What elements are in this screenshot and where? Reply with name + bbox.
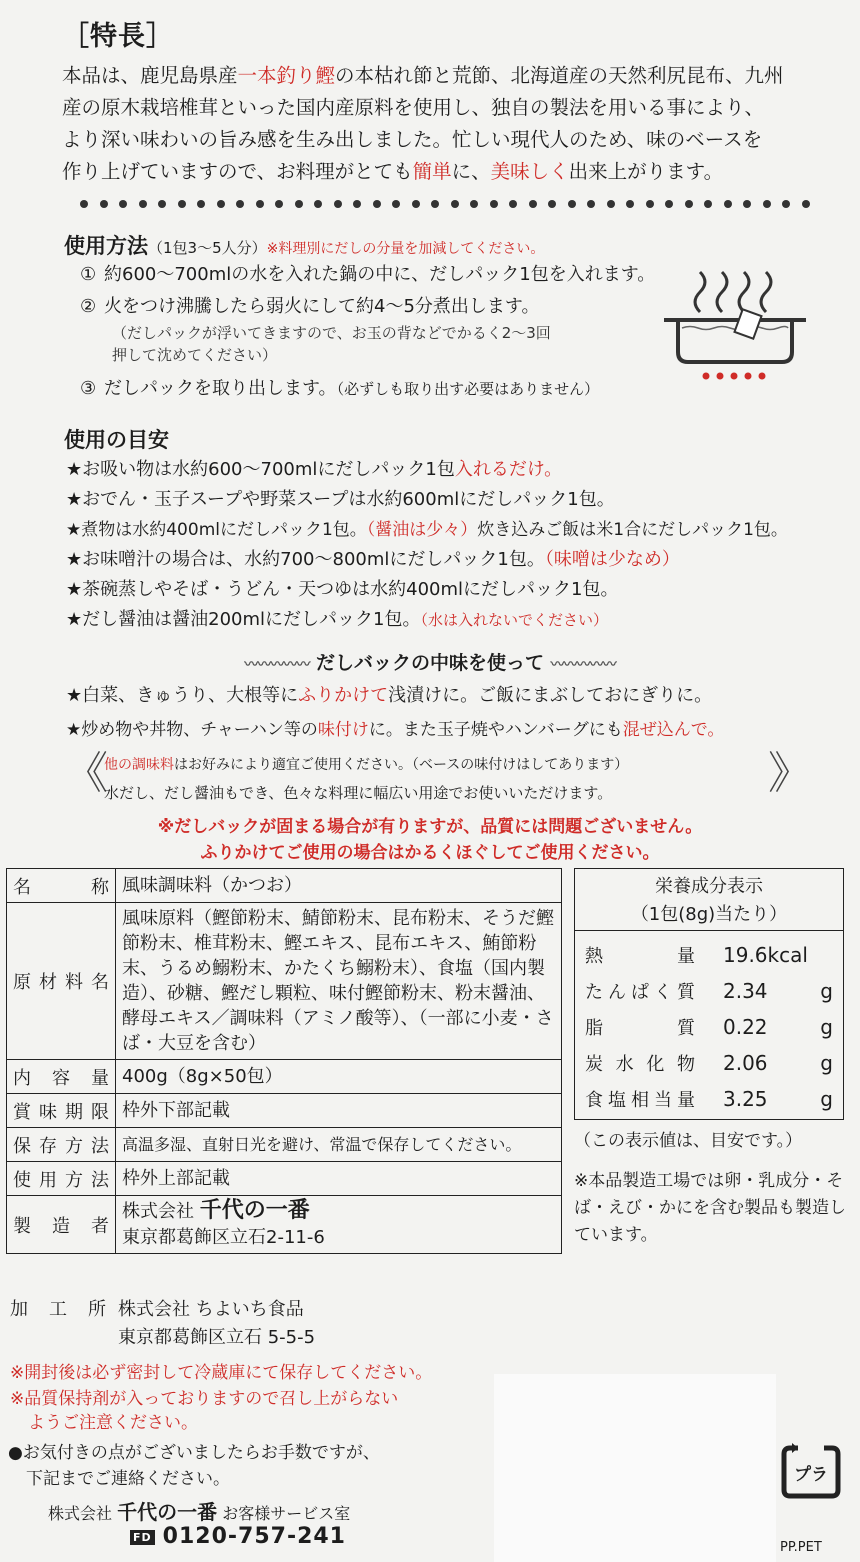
table-row	[7, 1196, 562, 1254]
spec-label: 製造者	[7, 1196, 116, 1254]
wave-ornament: 〰〰〰〰〰	[550, 657, 616, 673]
spec-label: 加工所	[10, 1299, 106, 1320]
features-text: 本品は、鹿児島県産	[62, 64, 238, 87]
features-highlight: 簡単	[412, 160, 452, 183]
spec-value: 株式会社 千代の一番 東京都葛飾区立石2-11-6	[116, 1196, 562, 1254]
table-row	[7, 903, 562, 1060]
contact-note: ●お気付きの点がございましたらお手数ですが、 下記までご連絡ください。	[8, 1443, 380, 1489]
nutrition-title: 栄養成分表示	[655, 876, 763, 897]
content-section-title: 〰〰〰〰〰 だしバックの中味を使って 〰〰〰〰〰	[244, 652, 616, 674]
nutrition-per: （1包(8g)当たり）	[630, 904, 788, 925]
spec-label: 賞味期限	[7, 1094, 116, 1128]
usage-section-title	[64, 230, 544, 260]
features-text: 産の原木栽培椎茸といった国内産原料を使用し、独自の製法を用いる事により、	[62, 96, 765, 119]
desiccant-warning: ようご注意ください。	[28, 1413, 198, 1433]
desiccant-warning: ※品質保持剤が入っておりますので召し上がらない	[10, 1389, 399, 1409]
features-body	[62, 60, 822, 188]
processor-info	[10, 1296, 315, 1352]
spec-label: 保存方法	[7, 1128, 116, 1162]
spec-label: 使用方法	[7, 1162, 116, 1196]
spec-value: 枠外下部記載	[116, 1094, 562, 1128]
phone-number: FD 0120-757-241	[130, 1524, 346, 1549]
nutrition-table	[574, 868, 844, 1120]
nutrition-row: 熱量 19.6kcal	[585, 943, 808, 967]
dotted-divider	[80, 200, 810, 214]
usage-step-1: ① 約600～700mlの水を入れた鍋の中に、だしパック1包を入れます。	[80, 264, 656, 285]
features-text: 出来上がります。	[568, 160, 724, 183]
table-row	[7, 1162, 562, 1196]
guide-line: ★だし醤油は醤油200mlにだしパック1包。（水は入れないでください）	[66, 609, 608, 630]
left-bracket-ornament: 《	[64, 748, 108, 799]
spec-label: 内容量	[7, 1060, 116, 1094]
pot-steam-icon	[660, 262, 810, 392]
content-warning: ※だしバックが固まる場合が有りますが、品質には問題ございません。	[157, 817, 703, 837]
right-bracket-ornament: 》	[768, 748, 812, 799]
spec-value: 東京都葛飾区立石 5-5-5	[118, 1327, 316, 1348]
freedial-icon: FD	[130, 1530, 155, 1545]
spec-value: 高温多湿、直射日光を避け、常温で保存してください。	[116, 1128, 562, 1162]
features-title: ［特長］	[62, 21, 174, 52]
nutrition-row: 食塩相当量 3.25 g	[585, 1087, 833, 1111]
spec-value: 風味調味料（かつお）	[116, 869, 562, 903]
guide-line: ★おでん・玉子スープや野菜スープは水約600mlにだしパック1包。	[66, 489, 615, 510]
table-row	[7, 1060, 562, 1094]
allergen-note: ※本品製造工場では卵・乳成分・そば・えび・かにを含む製品も製造しています。	[574, 1171, 846, 1245]
spec-value: 400g（8g×50包）	[116, 1060, 562, 1094]
guide-line: ★煮物は水約400mlにだしパック1包。（醤油は少々）炊き込みご飯は米1合にだしパック1包。	[66, 520, 788, 540]
content-warning: ふりかけてご使用の場合はかるくほぐしてご使用ください。	[200, 843, 660, 863]
recycle-mark-text: プラ	[794, 1465, 828, 1485]
features-text: に、	[451, 160, 491, 183]
content-note: 水だし、だし醤油もでき、色々な料理に幅広い用途でお使いいただけます。	[104, 784, 613, 802]
usage-step-3: ③ だしパックを取り出します。（必ずしも取り出す必要はありません）	[80, 378, 600, 399]
storage-warning: ※開封後は必ず密封して冷蔵庫にて保存してください。	[10, 1363, 433, 1383]
content-line: ★白菜、きゅうり、大根等にふりかけて浅漬けに。ご飯にまぶしておにぎりに。	[66, 685, 713, 706]
usage-step-2-sub: 押して沈めてください）	[112, 346, 278, 364]
usage-title: 使用方法	[64, 234, 148, 258]
guide-title: 使用の目安	[64, 428, 169, 452]
features-highlight: 美味しく	[490, 160, 569, 183]
nutrition-row: たんぱく質 2.34 g	[585, 979, 833, 1003]
features-text: より深い味わいの旨み感を生み出しました。忙しい現代人のため、味のベースを	[62, 128, 763, 151]
blank-print-area	[494, 1374, 776, 1562]
nutrition-row: 脂質 0.22 g	[585, 1015, 833, 1039]
features-highlight: 一本釣り鰹	[237, 64, 336, 87]
table-row	[7, 869, 562, 903]
usage-serving: （1包3～5人分）	[148, 239, 267, 257]
features-text: の本枯れ節と荒節、北海道産の天然利尻昆布、九州	[335, 64, 784, 87]
recycle-pla-icon	[778, 1438, 844, 1508]
spec-value: 株式会社 ちよいち食品	[118, 1299, 304, 1320]
wave-ornament: 〰〰〰〰〰	[244, 657, 310, 673]
features-text: 作り上げていますので、お料理がとても	[62, 160, 413, 183]
table-row	[7, 1094, 562, 1128]
spec-label: 名称	[7, 869, 116, 903]
nutrition-row: 炭水化物 2.06 g	[585, 1051, 833, 1075]
spec-label: 原材料名	[7, 903, 116, 1060]
spec-value: 風味原料（鰹節粉末、鯖節粉末、昆布粉末、そうだ鰹節粉末、椎茸粉末、鰹エキス、昆布エキス、鮪節粉末、うるめ鰯粉末、かたくち鰯粉末）、食塩（国内製造）、砂糖、鰹だし顆粒、味付鰹節粉末、粉末醤油、酵母エキス／調味料（アミノ酸等）、（一部に小麦・さば・大豆を含む）	[116, 903, 562, 1060]
guide-line: ★お吸い物は水約600～700mlにだしパック1包入れるだけ。	[66, 459, 563, 480]
product-spec-table	[6, 868, 562, 1254]
content-line: ★炒め物や丼物、チャーハン等の味付けに。また玉子焼やハンバーグにも混ぜ込んで。	[66, 720, 725, 740]
guide-line: ★茶碗蒸しやそば・うどん・天つゆは水約400mlにだしパック1包。	[66, 579, 619, 600]
content-note: 他の調味料はお好みにより適宜ご使用ください。（ベースの味付けはしてあります）	[104, 757, 629, 773]
spec-value: 枠外上部記載	[116, 1162, 562, 1196]
usage-step-2-sub: （だしパックが浮いてきますので、お玉の背などでかるく2～3回	[112, 324, 551, 342]
recycle-label: PP.PET	[780, 1540, 822, 1555]
company-line: 株式会社 千代の一番 お客様サービス室	[48, 1500, 351, 1524]
nutrition-header	[575, 869, 843, 931]
usage-step-2: ② 火をつけ沸騰したら弱火にして約4～5分煮出します。	[80, 296, 540, 317]
usage-note: ※料理別にだしの分量を加減してください。	[266, 241, 545, 257]
guide-line: ★お味噌汁の場合は、水約700～800mlにだしパック1包。（味噌は少なめ）	[66, 549, 680, 570]
table-row	[7, 1128, 562, 1162]
nutrition-note: （この表示値は、目安です。）	[574, 1131, 803, 1151]
